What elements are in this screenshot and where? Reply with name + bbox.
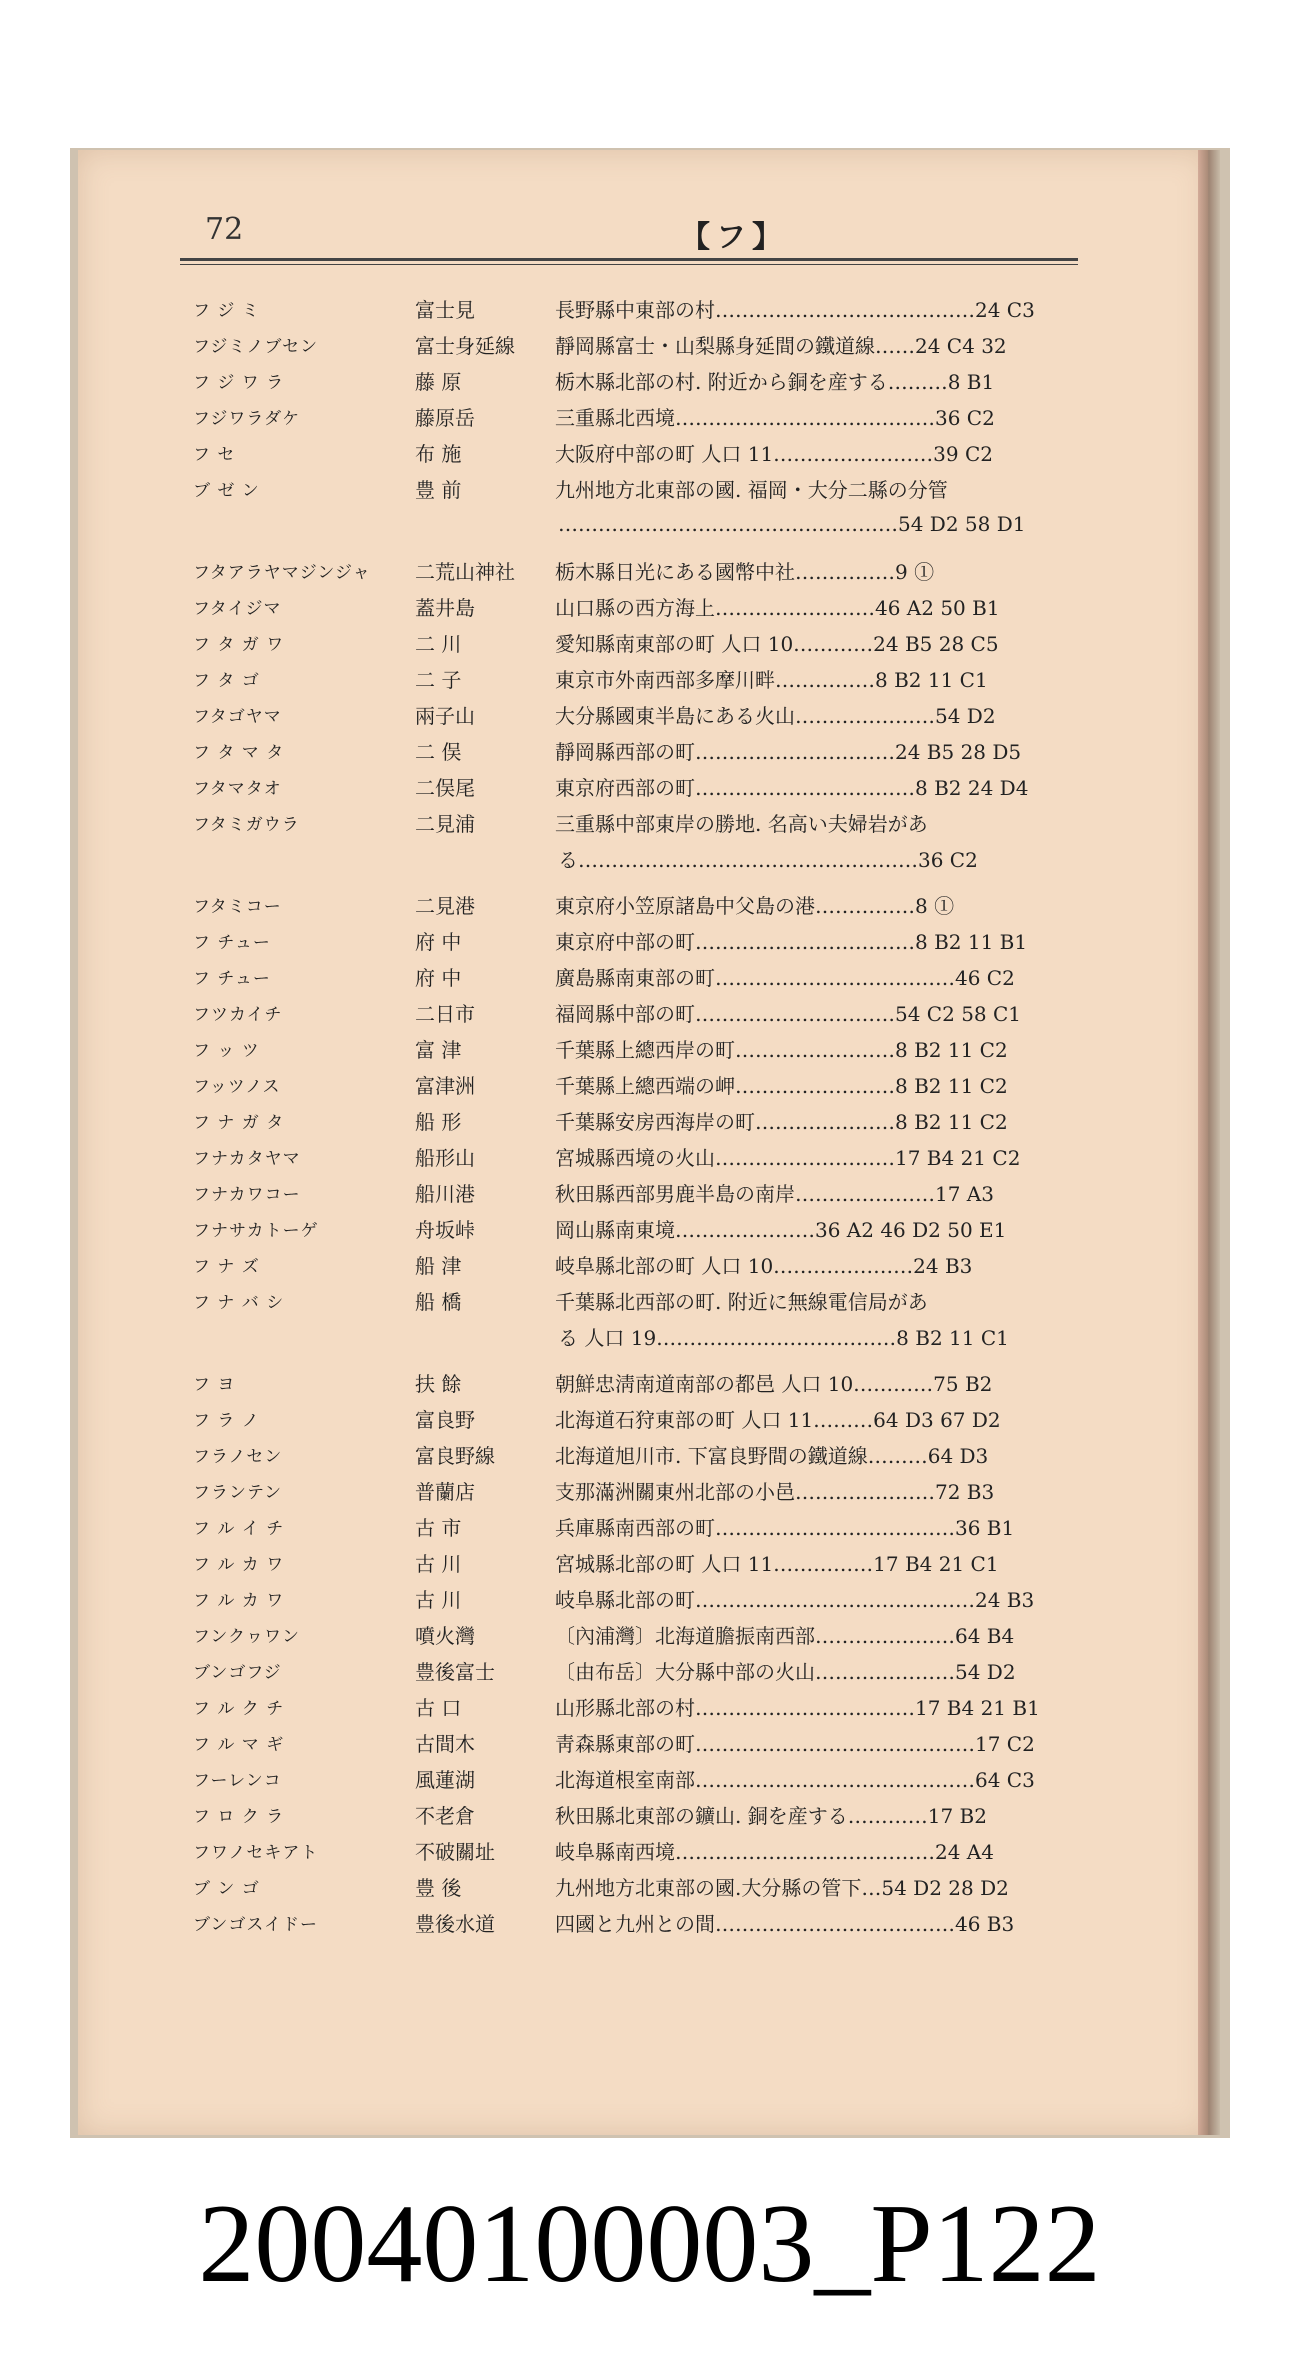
entry-line xyxy=(193,1400,1088,1436)
entry-line xyxy=(193,470,1088,506)
entry-description: 大分縣國東半島にある火山…………………54 D2 xyxy=(555,703,996,728)
gazetteer-entry-list xyxy=(193,290,1088,1940)
entry-description: 九州地方北東部の國. 福岡・大分二縣の分管 xyxy=(555,477,948,502)
entry-description: 支那滿洲關東州北部の小邑…………………72 B3 xyxy=(555,1479,995,1504)
gazetteer-entry xyxy=(193,1400,1088,1436)
entry-place-name: 船川港 xyxy=(415,1181,475,1206)
entry-description: 千葉縣上總西岸の町……………………8 B2 11 C2 xyxy=(555,1037,1008,1062)
entry-description: 宮城縣西境の火山………………………17 B4 21 C2 xyxy=(555,1145,1021,1170)
entry-kana-reading: フ ナ ガ タ xyxy=(193,1112,285,1133)
entry-line xyxy=(193,1246,1088,1282)
entry-description: る……………………………………………36 C2 xyxy=(558,847,978,872)
gazetteer-entry xyxy=(193,1796,1088,1832)
entry-line xyxy=(193,1904,1088,1940)
entry-description: 東京府中部の町……………………………8 B2 11 B1 xyxy=(555,929,1028,954)
entry-description: 愛知縣南東部の町 人口 10…………24 B5 28 C5 xyxy=(555,631,999,656)
entry-kana-reading: フタミガウラ xyxy=(193,814,300,835)
entry-kana-reading: フタアラヤマジンジャ xyxy=(193,562,371,583)
entry-kana-reading: フ ジ ワ ラ xyxy=(193,372,285,393)
entry-kana-reading: フ ラ ノ xyxy=(193,1410,260,1431)
entry-place-name: 不老倉 xyxy=(415,1803,475,1828)
entry-description: 朝鮮忠淸南道南部の都邑 人口 10…………75 B2 xyxy=(555,1371,993,1396)
entry-place-name: 二荒山神社 xyxy=(415,559,515,584)
entry-place-name: 古 川 xyxy=(415,1587,462,1612)
entry-description: 東京府小笠原諸島中父島の港……………8 ① xyxy=(555,893,955,918)
entry-kana-reading: フ タ マ タ xyxy=(193,742,285,763)
entry-line xyxy=(193,552,1088,588)
entry-line xyxy=(193,290,1088,326)
entry-description: 岐阜縣北部の町 人口 10…………………24 B3 xyxy=(555,1253,973,1278)
entry-description: 千葉縣安房西海岸の町…………………8 B2 11 C2 xyxy=(555,1109,1008,1134)
gazetteer-entry xyxy=(193,1904,1088,1940)
entry-line xyxy=(193,768,1088,804)
entry-place-name: 古間木 xyxy=(415,1731,475,1756)
entry-description: 北海道石狩東部の町 人口 11………64 D3 67 D2 xyxy=(555,1407,1001,1432)
entry-place-name: 二日市 xyxy=(415,1001,475,1026)
entry-description: 栃木縣北部の村. 附近から銅を産する………8 B1 xyxy=(555,369,995,394)
header-rule xyxy=(180,258,1078,261)
gazetteer-entry xyxy=(193,326,1088,362)
entry-description: 千葉縣上總西端の岬……………………8 B2 11 C2 xyxy=(555,1073,1008,1098)
entry-line xyxy=(193,1102,1088,1138)
entry-line xyxy=(193,326,1088,362)
gazetteer-entry xyxy=(193,994,1088,1030)
entry-place-name: 二 川 xyxy=(415,631,462,656)
entry-place-name: 豊後富士 xyxy=(415,1659,495,1684)
entry-description: 九州地方北東部の國.大分縣の管下…54 D2 28 D2 xyxy=(555,1875,1009,1900)
entry-place-name: 古 口 xyxy=(415,1695,462,1720)
entry-place-name: 富良野線 xyxy=(415,1443,495,1468)
gazetteer-entry xyxy=(193,470,1088,542)
entry-place-name: 府 中 xyxy=(415,965,462,990)
gazetteer-entry xyxy=(193,1210,1088,1246)
entry-line xyxy=(193,624,1088,660)
entry-description: 栃木縣日光にある國幣中社……………9 ① xyxy=(555,559,935,584)
gazetteer-entry xyxy=(193,1174,1088,1210)
entry-line xyxy=(193,1724,1088,1760)
entry-description: ……………………………………………54 D2 58 D1 xyxy=(558,512,1026,536)
entry-kana-reading: フーレンコ xyxy=(193,1770,282,1791)
gazetteer-entry xyxy=(193,1832,1088,1868)
entry-kana-reading: フナカタヤマ xyxy=(193,1148,301,1169)
header-rule-thin xyxy=(180,264,1078,265)
entry-line xyxy=(193,994,1088,1030)
entry-place-name: 豊 前 xyxy=(415,477,462,502)
entry-kana-reading: フタミコー xyxy=(193,896,282,917)
gazetteer-entry xyxy=(193,624,1088,660)
entry-description: る 人口 19………………………………8 B2 11 C1 xyxy=(558,1325,1009,1350)
gazetteer-entry xyxy=(193,1544,1088,1580)
entry-line xyxy=(193,1030,1088,1066)
entry-place-name: 豊 後 xyxy=(415,1875,462,1900)
entry-line xyxy=(193,1472,1088,1508)
entry-line xyxy=(193,886,1088,922)
entry-place-name: 富士見 xyxy=(415,297,475,322)
entry-line xyxy=(193,732,1088,768)
entry-place-name: 布 施 xyxy=(415,441,462,466)
entry-place-name: 富津洲 xyxy=(415,1073,475,1098)
entry-description: 北海道旭川市. 下富良野間の鐵道線………64 D3 xyxy=(555,1443,989,1468)
entry-kana-reading: フ ナ ズ xyxy=(193,1256,260,1277)
entry-description: 靜岡縣西部の町…………………………24 B5 28 D5 xyxy=(555,739,1022,764)
entry-description: 三重縣中部東岸の勝地. 名高い夫婦岩があ xyxy=(555,811,928,836)
entry-line xyxy=(193,1138,1088,1174)
entry-line xyxy=(193,1760,1088,1796)
entry-description: 廣島縣南東部の町………………………………46 C2 xyxy=(555,965,1015,990)
entry-description: 長野縣中東部の村…………………………………24 C3 xyxy=(555,297,1035,322)
entry-line xyxy=(193,1616,1088,1652)
entry-gap xyxy=(193,542,1088,552)
entry-description: 山口縣の西方海上……………………46 A2 50 B1 xyxy=(555,595,1000,620)
entry-kana-reading: フ ル イ チ xyxy=(193,1518,285,1539)
entry-place-name: 富士身延線 xyxy=(415,333,515,358)
entry-description: 東京府西部の町……………………………8 B2 24 D4 xyxy=(555,775,1029,800)
entry-place-name: 藤 原 xyxy=(415,369,462,394)
entry-description: 岡山縣南東境…………………36 A2 46 D2 50 E1 xyxy=(555,1217,1007,1242)
entry-line xyxy=(193,1508,1088,1544)
gazetteer-entry xyxy=(193,1138,1088,1174)
gazetteer-entry xyxy=(193,1282,1088,1354)
entry-place-name: 普蘭店 xyxy=(415,1479,475,1504)
entry-description: 山形縣北部の村……………………………17 B4 21 B1 xyxy=(555,1695,1040,1720)
entry-kana-reading: フツカイチ xyxy=(193,1004,283,1025)
entry-kana-reading: フッツノス xyxy=(193,1076,281,1097)
entry-line xyxy=(193,362,1088,398)
entry-line xyxy=(193,804,1088,840)
entry-description: 千葉縣北西部の町. 附近に無線電信局があ xyxy=(555,1289,928,1314)
entry-line xyxy=(193,1868,1088,1904)
entry-kana-reading: フ ナ バ シ xyxy=(193,1292,285,1313)
entry-kana-reading: フランテン xyxy=(193,1482,283,1503)
entry-line xyxy=(193,1066,1088,1102)
entry-description: 靜岡縣富士・山梨縣身延間の鐵道線……24 C4 32 xyxy=(555,333,1007,358)
gazetteer-entry xyxy=(193,1364,1088,1400)
entry-kana-reading: ブンゴスイドー xyxy=(193,1914,318,1935)
gazetteer-entry xyxy=(193,922,1088,958)
entry-place-name: 豊後水道 xyxy=(415,1911,495,1936)
gazetteer-entry xyxy=(193,552,1088,588)
entry-line xyxy=(193,958,1088,994)
gazetteer-entry xyxy=(193,362,1088,398)
entry-description: 秋田縣西部男鹿半島の南岸…………………17 A3 xyxy=(555,1181,994,1206)
entry-place-name: 不破關址 xyxy=(415,1839,495,1864)
gazetteer-entry xyxy=(193,1724,1088,1760)
entry-line xyxy=(193,1364,1088,1400)
entry-place-name: 府 中 xyxy=(415,929,462,954)
entry-description: 福岡縣中部の町…………………………54 C2 58 C1 xyxy=(555,1001,1022,1026)
entry-description: 兵庫縣南西部の町………………………………36 B1 xyxy=(555,1515,1015,1540)
entry-kana-reading: ブ ゼ ン xyxy=(193,480,260,501)
entry-gap xyxy=(193,1354,1088,1364)
entry-place-name: 風蓮湖 xyxy=(415,1767,475,1792)
gazetteer-entry xyxy=(193,660,1088,696)
gazetteer-entry xyxy=(193,1652,1088,1688)
entry-kana-reading: フ ジ ミ xyxy=(193,300,260,321)
entry-line xyxy=(193,1832,1088,1868)
entry-kana-reading: フ ル ク チ xyxy=(193,1698,285,1719)
image-id-caption: 20040100003_P122 xyxy=(198,2182,1101,2306)
entry-kana-reading: フナカワコー xyxy=(193,1184,301,1205)
entry-place-name: 二 俣 xyxy=(415,739,462,764)
entry-line xyxy=(193,398,1088,434)
gazetteer-entry xyxy=(193,588,1088,624)
gazetteer-entry xyxy=(193,1102,1088,1138)
entry-description: 〔內浦灣〕北海道膽振南西部…………………64 B4 xyxy=(555,1623,1015,1648)
entry-line xyxy=(193,696,1088,732)
entry-line xyxy=(193,1580,1088,1616)
entry-description: 四國と九州との間………………………………46 B3 xyxy=(555,1911,1015,1936)
entry-kana-reading: フナサカトーゲ xyxy=(193,1220,319,1241)
entry-gap xyxy=(193,876,1088,886)
entry-continuation-line xyxy=(193,506,1088,542)
gazetteer-entry xyxy=(193,1760,1088,1796)
gazetteer-entry xyxy=(193,1472,1088,1508)
entry-line xyxy=(193,588,1088,624)
entry-kana-reading: フタマタオ xyxy=(193,778,282,799)
section-title: 【フ】 xyxy=(680,220,788,255)
page-number: 72 xyxy=(205,212,244,247)
entry-line xyxy=(193,1436,1088,1472)
entry-place-name: 船 形 xyxy=(415,1109,462,1134)
page-header xyxy=(120,212,1080,258)
gazetteer-entry xyxy=(193,1616,1088,1652)
entry-description: 岐阜縣北部の町……………………………………24 B3 xyxy=(555,1587,1035,1612)
entry-kana-reading: フジミノブセン xyxy=(193,336,319,357)
entry-place-name: 噴火灣 xyxy=(415,1623,475,1648)
entry-place-name: 扶 餘 xyxy=(415,1371,462,1396)
entry-place-name: 船形山 xyxy=(415,1145,475,1170)
entry-line xyxy=(193,1174,1088,1210)
gazetteer-entry xyxy=(193,1508,1088,1544)
entry-kana-reading: フ タ ゴ xyxy=(193,670,260,691)
entry-kana-reading: フ チュー xyxy=(193,968,271,989)
entry-kana-reading: フ ヨ xyxy=(193,1374,236,1395)
entry-line xyxy=(193,1210,1088,1246)
entry-kana-reading: ブンゴフジ xyxy=(193,1662,282,1683)
entry-description: 三重縣北西境…………………………………36 C2 xyxy=(555,405,995,430)
entry-kana-reading: フ ロ ク ラ xyxy=(193,1806,285,1827)
entry-kana-reading: フンクヮワン xyxy=(193,1626,300,1647)
entry-continuation-line xyxy=(193,840,1088,876)
gazetteer-entry xyxy=(193,290,1088,326)
entry-kana-reading: フ セ xyxy=(193,444,236,465)
entry-description: 北海道根室南部……………………………………64 C3 xyxy=(555,1767,1035,1792)
entry-place-name: 二俣尾 xyxy=(415,775,475,800)
gazetteer-entry xyxy=(193,1246,1088,1282)
entry-place-name: 舟坂峠 xyxy=(415,1217,475,1242)
entry-kana-reading: フ ル マ ギ xyxy=(193,1734,285,1755)
gazetteer-entry xyxy=(193,398,1088,434)
gazetteer-entry xyxy=(193,434,1088,470)
entry-description: 東京市外南西部多摩川畔……………8 B2 11 C1 xyxy=(555,667,988,692)
entry-place-name: 船 橋 xyxy=(415,1289,462,1314)
gazetteer-entry xyxy=(193,1030,1088,1066)
entry-description: 靑森縣東部の町……………………………………17 C2 xyxy=(555,1731,1035,1756)
entry-place-name: 富良野 xyxy=(415,1407,475,1432)
entry-line xyxy=(193,434,1088,470)
entry-place-name: 二見港 xyxy=(415,893,475,918)
entry-kana-reading: フ ッ ツ xyxy=(193,1040,260,1061)
entry-kana-reading: フジワラダケ xyxy=(193,408,301,429)
page-edge-shadow xyxy=(1198,150,1220,2135)
entry-continuation-line xyxy=(193,1318,1088,1354)
entry-line xyxy=(193,1282,1088,1318)
entry-kana-reading: フタイジマ xyxy=(193,598,282,619)
entry-place-name: 古 市 xyxy=(415,1515,462,1540)
entry-description: 宮城縣北部の町 人口 11……………17 B4 21 C1 xyxy=(555,1551,999,1576)
entry-description: 岐阜縣南西境…………………………………24 A4 xyxy=(555,1839,994,1864)
entry-place-name: 蓋井島 xyxy=(415,595,475,620)
gazetteer-entry xyxy=(193,1688,1088,1724)
gazetteer-entry xyxy=(193,1436,1088,1472)
entry-kana-reading: フ ル カ ワ xyxy=(193,1590,285,1611)
gazetteer-entry xyxy=(193,732,1088,768)
entry-line xyxy=(193,922,1088,958)
entry-kana-reading: フタゴヤマ xyxy=(193,706,282,727)
gazetteer-entry xyxy=(193,1580,1088,1616)
entry-kana-reading: フ タ ガ ワ xyxy=(193,634,285,655)
gazetteer-entry xyxy=(193,1066,1088,1102)
entry-line xyxy=(193,1652,1088,1688)
gazetteer-entry xyxy=(193,804,1088,876)
gazetteer-entry xyxy=(193,886,1088,922)
gazetteer-entry xyxy=(193,696,1088,732)
entry-place-name: 船 津 xyxy=(415,1253,462,1278)
gazetteer-entry xyxy=(193,1868,1088,1904)
gazetteer-entry xyxy=(193,768,1088,804)
gazetteer-entry xyxy=(193,958,1088,994)
entry-description: 〔由布岳〕大分縣中部の火山…………………54 D2 xyxy=(555,1659,1016,1684)
entry-description: 秋田縣北東部の鑛山. 銅を産する…………17 B2 xyxy=(555,1803,987,1828)
entry-kana-reading: フ ル カ ワ xyxy=(193,1554,285,1575)
entry-kana-reading: フラノセン xyxy=(193,1446,283,1467)
entry-place-name: 古 川 xyxy=(415,1551,462,1576)
entry-place-name: 二見浦 xyxy=(415,811,475,836)
entry-line xyxy=(193,1796,1088,1832)
entry-kana-reading: フワノセキアト xyxy=(193,1842,319,1863)
entry-line xyxy=(193,1688,1088,1724)
entry-kana-reading: ブ ン ゴ xyxy=(193,1878,260,1899)
entry-place-name: 二 子 xyxy=(415,667,462,692)
entry-line xyxy=(193,660,1088,696)
entry-place-name: 富 津 xyxy=(415,1037,462,1062)
entry-line xyxy=(193,1544,1088,1580)
entry-place-name: 兩子山 xyxy=(415,703,475,728)
entry-kana-reading: フ チュー xyxy=(193,932,271,953)
entry-place-name: 藤原岳 xyxy=(415,405,475,430)
entry-description: 大阪府中部の町 人口 11……………………39 C2 xyxy=(555,441,993,466)
